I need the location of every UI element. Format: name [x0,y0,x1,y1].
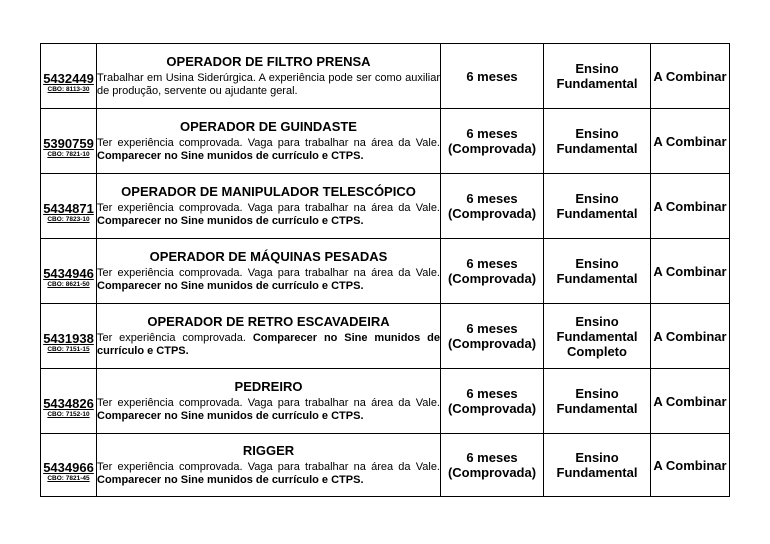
table-row [41,174,730,239]
job-code-cell [41,369,97,434]
salary: A Combinar [653,263,727,279]
job-description-cell [97,304,441,369]
experience-duration: 6 meses [466,386,518,401]
education-line-2: Fundamental [556,271,638,286]
job-title: OPERADOR DE FILTRO PRENSA [166,54,371,69]
salary-cell [651,44,730,109]
education-line-1: Ensino [575,386,619,401]
salary: A Combinar [653,328,727,344]
education-line-1: Ensino [575,191,619,206]
cbo-code: CBO: 8621-50 [47,280,90,288]
cbo-code: CBO: 7823-10 [47,215,90,223]
salary-cell [651,434,730,497]
job-description-cell [97,109,441,174]
education-cell [544,174,651,239]
education-line-1: Ensino [575,450,619,465]
job-description-cell [97,174,441,239]
table-row [41,434,730,497]
job-id: 5434946 [43,265,94,281]
experience-cell [441,434,544,497]
salary: A Combinar [653,198,727,214]
cbo-code: CBO: 7152-10 [47,410,90,418]
job-description [97,267,440,293]
salary: A Combinar [653,133,727,149]
cbo-code: CBO: 7821-10 [47,150,90,158]
job-description [97,137,440,163]
education-line-2: Fundamental [556,401,638,416]
education-line-1: Ensino [575,61,619,76]
experience-cell [441,304,544,369]
education-line-1: Ensino [575,313,619,329]
job-description [97,397,440,423]
experience-note: (Comprovada) [447,206,537,221]
cbo-code: CBO: 7821-45 [47,474,90,482]
experience-duration: 6 meses [466,450,518,465]
education-cell [544,304,651,369]
job-description-cell [97,369,441,434]
education-line-2: Fundamental [556,141,638,156]
experience-note: (Comprovada) [447,401,537,416]
job-description-cell [97,434,441,497]
education-line-2: Fundamental [556,76,638,91]
experience-note: (Comprovada) [447,465,537,480]
salary: A Combinar [653,457,727,473]
experience-duration: 6 meses [466,68,518,84]
job-code-cell [41,109,97,174]
education-line-1: Ensino [575,126,619,141]
experience-duration: 6 meses [466,321,518,336]
description-text: Ter experiência comprovada. Vaga para trabalhar na área da Vale. [97,137,440,149]
education-line-3: Completo [567,343,627,359]
job-listings-table [40,43,730,497]
job-description [97,461,440,487]
experience-duration: 6 meses [466,126,518,141]
job-title: PEDREIRO [234,379,303,394]
salary-cell [651,369,730,434]
description-text: Ter experiência comprovada. Vaga para trabalhar na área da Vale. [97,461,440,473]
experience-note: (Comprovada) [447,336,537,351]
education-cell [544,369,651,434]
job-code-cell [41,174,97,239]
experience-duration: 6 meses [466,256,518,271]
experience-cell [441,174,544,239]
education-cell [544,44,651,109]
table-row [41,239,730,304]
description-bold-text: Comparecer no Sine munidos de currículo e CTPS. [97,215,364,227]
job-title: OPERADOR DE MÁQUINAS PESADAS [149,249,388,264]
table-row [41,44,730,109]
description-bold-text: Comparecer no Sine munidos de currículo e CTPS. [97,410,364,422]
table-row [41,109,730,174]
description-text: Ter experiência comprovada. Vaga para trabalhar na área da Vale. [97,202,440,214]
salary-cell [651,174,730,239]
job-title: OPERADOR DE MANIPULADOR TELESCÓPICO [121,184,416,199]
description-text: Ter experiência comprovada. Vaga para trabalhar na área da Vale. [97,267,440,279]
salary-cell [651,109,730,174]
table-row [41,304,730,369]
job-description [97,332,440,358]
salary-cell [651,304,730,369]
job-code-cell [41,239,97,304]
experience-cell [441,44,544,109]
experience-note: (Comprovada) [447,271,537,286]
job-code-cell [41,434,97,497]
job-description-cell [97,239,441,304]
table-row [41,369,730,434]
experience-note: (Comprovada) [447,141,537,156]
description-bold-text: Comparecer no Sine munidos de currículo e CTPS. [97,280,364,292]
education-cell [544,434,651,497]
job-description [97,202,440,228]
job-id: 5431938 [43,330,94,346]
education-cell [544,239,651,304]
education-line-2: Fundamental [556,206,638,221]
education-line-2: Fundamental [556,465,638,480]
job-code-cell [41,304,97,369]
job-id: 5434826 [43,395,94,411]
cbo-code: CBO: 7151-15 [47,345,90,353]
experience-cell [441,239,544,304]
salary: A Combinar [653,68,727,84]
cbo-code: CBO: 8113-30 [47,85,90,93]
description-bold-text: Comparecer no Sine munidos de currículo e CTPS. [97,150,364,162]
description-text: Trabalhar em Usina Siderúrgica. A experiência pode ser como auxiliar de produção, servente ou ajudante geral. [97,72,440,97]
education-line-2: Fundamental [556,328,638,344]
job-title: OPERADOR DE RETRO ESCAVADEIRA [147,314,390,329]
experience-cell [441,109,544,174]
job-id: 5434871 [43,200,94,216]
salary: A Combinar [653,393,727,409]
education-line-1: Ensino [575,256,619,271]
description-text: Ter experiência comprovada. [97,332,253,344]
experience-cell [441,369,544,434]
job-description-cell [97,44,441,109]
description-bold-text: Comparecer no Sine munidos de currículo e CTPS. [97,332,440,357]
salary-cell [651,239,730,304]
description-bold-text: Comparecer no Sine munidos de currículo e CTPS. [97,474,364,486]
job-description [97,72,440,98]
description-text: Ter experiência comprovada. Vaga para trabalhar na área da Vale. [97,397,440,409]
job-id: 5434966 [43,459,94,475]
job-code-cell [41,44,97,109]
job-id: 5432449 [43,70,94,86]
experience-duration: 6 meses [466,191,518,206]
education-cell [544,109,651,174]
job-title: OPERADOR DE GUINDASTE [180,119,357,134]
job-title: RIGGER [242,443,295,458]
job-id: 5390759 [43,135,94,151]
